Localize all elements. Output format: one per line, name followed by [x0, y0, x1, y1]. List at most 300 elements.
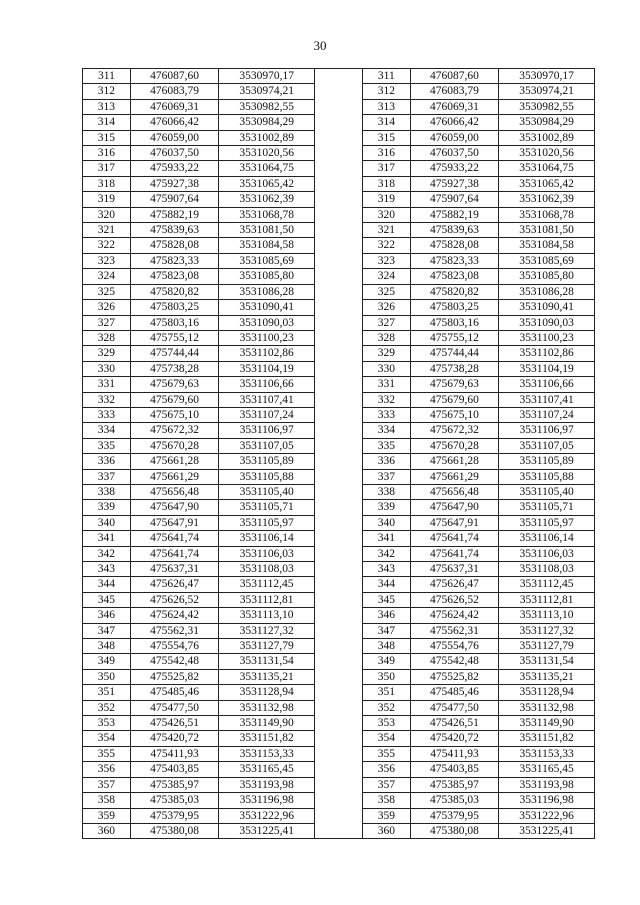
right-x-coordinate-cell: 475679,63	[410, 377, 498, 392]
right-point-number-cell: 314	[362, 115, 410, 130]
left-point-number-cell: 338	[83, 484, 131, 499]
right-point-number-cell: 339	[362, 500, 410, 515]
left-y-coordinate-cell: 3531131,54	[219, 654, 315, 669]
table-row	[83, 515, 595, 530]
left-x-coordinate-cell: 475738,28	[130, 361, 218, 376]
right-y-coordinate-cell: 3531107,41	[499, 392, 595, 407]
right-x-coordinate-cell: 475823,33	[410, 253, 498, 268]
right-y-coordinate-cell: 3531113,10	[499, 608, 595, 623]
column-gap	[315, 238, 363, 253]
column-gap	[315, 469, 363, 484]
column-gap	[315, 669, 363, 684]
table-row	[83, 639, 595, 654]
table-row	[83, 423, 595, 438]
left-point-number-cell: 336	[83, 454, 131, 469]
column-gap	[315, 223, 363, 238]
table-row	[83, 84, 595, 99]
column-gap	[315, 146, 363, 161]
left-y-coordinate-cell: 3531151,82	[219, 731, 315, 746]
table-row	[83, 392, 595, 407]
column-gap	[315, 315, 363, 330]
left-y-coordinate-cell: 3531225,41	[219, 823, 315, 838]
right-point-number-cell: 343	[362, 562, 410, 577]
right-x-coordinate-cell: 475675,10	[410, 407, 498, 422]
right-point-number-cell: 326	[362, 300, 410, 315]
column-gap	[315, 330, 363, 345]
right-x-coordinate-cell: 475828,08	[410, 238, 498, 253]
right-y-coordinate-cell: 3530984,29	[499, 115, 595, 130]
left-point-number-cell: 325	[83, 284, 131, 299]
left-y-coordinate-cell: 3531222,96	[219, 808, 315, 823]
left-point-number-cell: 342	[83, 546, 131, 561]
left-y-coordinate-cell: 3530974,21	[219, 84, 315, 99]
right-x-coordinate-cell: 476066,42	[410, 115, 498, 130]
left-y-coordinate-cell: 3531102,86	[219, 346, 315, 361]
left-x-coordinate-cell: 475403,85	[130, 762, 218, 777]
right-x-coordinate-cell: 475562,31	[410, 623, 498, 638]
right-x-coordinate-cell: 475679,60	[410, 392, 498, 407]
left-y-coordinate-cell: 3530982,55	[219, 99, 315, 114]
left-point-number-cell: 340	[83, 515, 131, 530]
left-x-coordinate-cell: 475641,74	[130, 531, 218, 546]
right-point-number-cell: 312	[362, 84, 410, 99]
page-number: 30	[313, 38, 327, 53]
left-x-coordinate-cell: 476087,60	[130, 69, 218, 84]
table-row	[83, 685, 595, 700]
right-y-coordinate-cell: 3531106,66	[499, 377, 595, 392]
left-y-coordinate-cell: 3531105,88	[219, 469, 315, 484]
left-x-coordinate-cell: 475379,95	[130, 808, 218, 823]
right-point-number-cell: 349	[362, 654, 410, 669]
right-x-coordinate-cell: 475744,44	[410, 346, 498, 361]
right-y-coordinate-cell: 3531102,86	[499, 346, 595, 361]
column-gap	[315, 207, 363, 222]
column-gap	[315, 531, 363, 546]
right-x-coordinate-cell: 475641,74	[410, 546, 498, 561]
left-x-coordinate-cell: 475562,31	[130, 623, 218, 638]
left-y-coordinate-cell: 3531090,03	[219, 315, 315, 330]
table-row	[83, 330, 595, 345]
right-x-coordinate-cell: 476037,50	[410, 146, 498, 161]
table-row	[83, 269, 595, 284]
left-point-number-cell: 358	[83, 793, 131, 808]
right-y-coordinate-cell: 3531151,82	[499, 731, 595, 746]
left-point-number-cell: 326	[83, 300, 131, 315]
left-y-coordinate-cell: 3531086,28	[219, 284, 315, 299]
right-point-number-cell: 320	[362, 207, 410, 222]
left-point-number-cell: 350	[83, 669, 131, 684]
table-row	[83, 823, 595, 838]
left-point-number-cell: 349	[83, 654, 131, 669]
left-x-coordinate-cell: 475755,12	[130, 330, 218, 345]
right-y-coordinate-cell: 3531105,88	[499, 469, 595, 484]
right-x-coordinate-cell: 475626,47	[410, 577, 498, 592]
left-x-coordinate-cell: 475380,08	[130, 823, 218, 838]
right-point-number-cell: 322	[362, 238, 410, 253]
right-x-coordinate-cell: 475803,25	[410, 300, 498, 315]
right-x-coordinate-cell: 475624,42	[410, 608, 498, 623]
left-x-coordinate-cell: 475637,31	[130, 562, 218, 577]
left-x-coordinate-cell: 475882,19	[130, 207, 218, 222]
right-point-number-cell: 325	[362, 284, 410, 299]
left-x-coordinate-cell: 476083,79	[130, 84, 218, 99]
left-y-coordinate-cell: 3530984,29	[219, 115, 315, 130]
right-y-coordinate-cell: 3531127,79	[499, 639, 595, 654]
left-point-number-cell: 327	[83, 315, 131, 330]
right-x-coordinate-cell: 475426,51	[410, 716, 498, 731]
left-x-coordinate-cell: 475744,44	[130, 346, 218, 361]
table-row	[83, 69, 595, 84]
right-x-coordinate-cell: 475385,97	[410, 777, 498, 792]
left-y-coordinate-cell: 3531068,78	[219, 207, 315, 222]
left-x-coordinate-cell: 475554,76	[130, 639, 218, 654]
right-point-number-cell: 351	[362, 685, 410, 700]
left-point-number-cell: 321	[83, 223, 131, 238]
left-x-coordinate-cell: 475420,72	[130, 731, 218, 746]
column-gap	[315, 762, 363, 777]
right-x-coordinate-cell: 475820,82	[410, 284, 498, 299]
column-gap	[315, 84, 363, 99]
left-point-number-cell: 324	[83, 269, 131, 284]
right-y-coordinate-cell: 3530970,17	[499, 69, 595, 84]
left-y-coordinate-cell: 3531113,10	[219, 608, 315, 623]
left-point-number-cell: 344	[83, 577, 131, 592]
left-y-coordinate-cell: 3531065,42	[219, 176, 315, 191]
right-y-coordinate-cell: 3531105,89	[499, 454, 595, 469]
right-x-coordinate-cell: 476069,31	[410, 99, 498, 114]
right-point-number-cell: 360	[362, 823, 410, 838]
right-point-number-cell: 359	[362, 808, 410, 823]
right-y-coordinate-cell: 3531106,97	[499, 423, 595, 438]
column-gap	[315, 377, 363, 392]
right-y-coordinate-cell: 3531127,32	[499, 623, 595, 638]
table-row	[83, 762, 595, 777]
right-y-coordinate-cell: 3531135,21	[499, 669, 595, 684]
column-gap	[315, 253, 363, 268]
right-y-coordinate-cell: 3531132,98	[499, 700, 595, 715]
left-point-number-cell: 360	[83, 823, 131, 838]
table-row	[83, 438, 595, 453]
right-y-coordinate-cell: 3531062,39	[499, 192, 595, 207]
left-point-number-cell: 355	[83, 746, 131, 761]
column-gap	[315, 500, 363, 515]
left-point-number-cell: 332	[83, 392, 131, 407]
left-point-number-cell: 353	[83, 716, 131, 731]
column-gap	[315, 361, 363, 376]
right-point-number-cell: 345	[362, 592, 410, 607]
left-point-number-cell: 356	[83, 762, 131, 777]
table-row	[83, 777, 595, 792]
column-gap	[315, 300, 363, 315]
column-gap	[315, 192, 363, 207]
left-x-coordinate-cell: 476059,00	[130, 130, 218, 145]
right-point-number-cell: 323	[362, 253, 410, 268]
table-row	[83, 546, 595, 561]
left-x-coordinate-cell: 476066,42	[130, 115, 218, 130]
left-point-number-cell: 343	[83, 562, 131, 577]
right-x-coordinate-cell: 475647,91	[410, 515, 498, 530]
left-y-coordinate-cell: 3531127,79	[219, 639, 315, 654]
table-row	[83, 315, 595, 330]
left-point-number-cell: 334	[83, 423, 131, 438]
table-row	[83, 500, 595, 515]
table-row	[83, 793, 595, 808]
right-x-coordinate-cell: 475477,50	[410, 700, 498, 715]
left-x-coordinate-cell: 475385,03	[130, 793, 218, 808]
left-point-number-cell: 330	[83, 361, 131, 376]
right-point-number-cell: 332	[362, 392, 410, 407]
table-row	[83, 377, 595, 392]
left-x-coordinate-cell: 475679,63	[130, 377, 218, 392]
table-row	[83, 731, 595, 746]
left-y-coordinate-cell: 3531020,56	[219, 146, 315, 161]
right-point-number-cell: 317	[362, 161, 410, 176]
left-y-coordinate-cell: 3531062,39	[219, 192, 315, 207]
left-x-coordinate-cell: 475927,38	[130, 176, 218, 191]
left-x-coordinate-cell: 475385,97	[130, 777, 218, 792]
left-x-coordinate-cell: 475679,60	[130, 392, 218, 407]
left-y-coordinate-cell: 3531064,75	[219, 161, 315, 176]
column-gap	[315, 716, 363, 731]
left-x-coordinate-cell: 475839,63	[130, 223, 218, 238]
left-y-coordinate-cell: 3531127,32	[219, 623, 315, 638]
right-x-coordinate-cell: 475641,74	[410, 531, 498, 546]
left-x-coordinate-cell: 475675,10	[130, 407, 218, 422]
left-y-coordinate-cell: 3531112,45	[219, 577, 315, 592]
right-x-coordinate-cell: 475661,29	[410, 469, 498, 484]
column-gap	[315, 438, 363, 453]
left-x-coordinate-cell: 475426,51	[130, 716, 218, 731]
left-point-number-cell: 317	[83, 161, 131, 176]
right-x-coordinate-cell: 475738,28	[410, 361, 498, 376]
column-gap	[315, 608, 363, 623]
right-x-coordinate-cell: 476059,00	[410, 130, 498, 145]
right-x-coordinate-cell: 475907,64	[410, 192, 498, 207]
left-point-number-cell: 335	[83, 438, 131, 453]
right-y-coordinate-cell: 3530982,55	[499, 99, 595, 114]
right-y-coordinate-cell: 3531090,03	[499, 315, 595, 330]
right-point-number-cell: 353	[362, 716, 410, 731]
left-y-coordinate-cell: 3531153,33	[219, 746, 315, 761]
left-y-coordinate-cell: 3531108,03	[219, 562, 315, 577]
column-gap	[315, 284, 363, 299]
right-point-number-cell: 357	[362, 777, 410, 792]
left-point-number-cell: 323	[83, 253, 131, 268]
right-point-number-cell: 311	[362, 69, 410, 84]
right-x-coordinate-cell: 476083,79	[410, 84, 498, 99]
column-gap	[315, 562, 363, 577]
right-point-number-cell: 318	[362, 176, 410, 191]
left-point-number-cell: 351	[83, 685, 131, 700]
right-y-coordinate-cell: 3531105,97	[499, 515, 595, 530]
left-point-number-cell: 318	[83, 176, 131, 191]
right-point-number-cell: 352	[362, 700, 410, 715]
right-point-number-cell: 342	[362, 546, 410, 561]
left-y-coordinate-cell: 3531090,41	[219, 300, 315, 315]
right-point-number-cell: 316	[362, 146, 410, 161]
left-point-number-cell: 320	[83, 207, 131, 222]
column-gap	[315, 546, 363, 561]
right-x-coordinate-cell: 475379,95	[410, 808, 498, 823]
left-point-number-cell: 341	[83, 531, 131, 546]
left-y-coordinate-cell: 3531085,69	[219, 253, 315, 268]
right-point-number-cell: 328	[362, 330, 410, 345]
right-point-number-cell: 354	[362, 731, 410, 746]
right-x-coordinate-cell: 475420,72	[410, 731, 498, 746]
right-point-number-cell: 333	[362, 407, 410, 422]
left-x-coordinate-cell: 475670,28	[130, 438, 218, 453]
column-gap	[315, 515, 363, 530]
left-x-coordinate-cell: 475661,28	[130, 454, 218, 469]
right-y-coordinate-cell: 3531222,96	[499, 808, 595, 823]
left-y-coordinate-cell: 3531105,71	[219, 500, 315, 515]
right-point-number-cell: 341	[362, 531, 410, 546]
column-gap	[315, 269, 363, 284]
left-x-coordinate-cell: 475828,08	[130, 238, 218, 253]
right-x-coordinate-cell: 475927,38	[410, 176, 498, 191]
left-point-number-cell: 347	[83, 623, 131, 638]
table-row	[83, 192, 595, 207]
table-row	[83, 253, 595, 268]
left-y-coordinate-cell: 3531085,80	[219, 269, 315, 284]
right-x-coordinate-cell: 476087,60	[410, 69, 498, 84]
left-x-coordinate-cell: 476069,31	[130, 99, 218, 114]
table-row	[83, 284, 595, 299]
left-y-coordinate-cell: 3531104,19	[219, 361, 315, 376]
right-x-coordinate-cell: 475485,46	[410, 685, 498, 700]
table-row	[83, 746, 595, 761]
right-x-coordinate-cell: 475380,08	[410, 823, 498, 838]
table-row	[83, 669, 595, 684]
left-x-coordinate-cell: 475647,91	[130, 515, 218, 530]
left-point-number-cell: 352	[83, 700, 131, 715]
right-point-number-cell: 330	[362, 361, 410, 376]
table-row	[83, 361, 595, 376]
left-point-number-cell: 311	[83, 69, 131, 84]
left-y-coordinate-cell: 3531132,98	[219, 700, 315, 715]
table-row	[83, 454, 595, 469]
table-row	[83, 562, 595, 577]
right-x-coordinate-cell: 475542,48	[410, 654, 498, 669]
right-point-number-cell: 346	[362, 608, 410, 623]
right-point-number-cell: 340	[362, 515, 410, 530]
right-point-number-cell: 338	[362, 484, 410, 499]
right-y-coordinate-cell: 3531086,28	[499, 284, 595, 299]
left-y-coordinate-cell: 3531084,58	[219, 238, 315, 253]
right-y-coordinate-cell: 3531106,14	[499, 531, 595, 546]
right-point-number-cell: 358	[362, 793, 410, 808]
left-y-coordinate-cell: 3531106,97	[219, 423, 315, 438]
right-point-number-cell: 336	[362, 454, 410, 469]
left-point-number-cell: 322	[83, 238, 131, 253]
table-row	[83, 808, 595, 823]
table-row	[83, 608, 595, 623]
column-gap	[315, 592, 363, 607]
column-gap	[315, 746, 363, 761]
table-row	[83, 176, 595, 191]
left-x-coordinate-cell: 475477,50	[130, 700, 218, 715]
column-gap	[315, 777, 363, 792]
left-point-number-cell: 333	[83, 407, 131, 422]
right-point-number-cell: 319	[362, 192, 410, 207]
coordinates-table	[82, 68, 595, 839]
column-gap	[315, 115, 363, 130]
right-point-number-cell: 337	[362, 469, 410, 484]
right-x-coordinate-cell: 475637,31	[410, 562, 498, 577]
right-point-number-cell: 348	[362, 639, 410, 654]
table-row	[83, 654, 595, 669]
right-point-number-cell: 327	[362, 315, 410, 330]
right-y-coordinate-cell: 3531128,94	[499, 685, 595, 700]
right-y-coordinate-cell: 3531108,03	[499, 562, 595, 577]
left-y-coordinate-cell: 3531105,97	[219, 515, 315, 530]
right-y-coordinate-cell: 3531002,89	[499, 130, 595, 145]
left-point-number-cell: 315	[83, 130, 131, 145]
right-point-number-cell: 313	[362, 99, 410, 114]
left-point-number-cell: 346	[83, 608, 131, 623]
left-y-coordinate-cell: 3531105,40	[219, 484, 315, 499]
table-row	[83, 346, 595, 361]
column-gap	[315, 577, 363, 592]
left-y-coordinate-cell: 3531081,50	[219, 223, 315, 238]
right-x-coordinate-cell: 475755,12	[410, 330, 498, 345]
right-point-number-cell: 324	[362, 269, 410, 284]
right-y-coordinate-cell: 3531153,33	[499, 746, 595, 761]
left-x-coordinate-cell: 476037,50	[130, 146, 218, 161]
table-row	[83, 238, 595, 253]
table-row	[83, 700, 595, 715]
right-y-coordinate-cell: 3531193,98	[499, 777, 595, 792]
left-point-number-cell: 345	[83, 592, 131, 607]
left-y-coordinate-cell: 3531196,98	[219, 793, 315, 808]
left-y-coordinate-cell: 3531135,21	[219, 669, 315, 684]
left-x-coordinate-cell: 475542,48	[130, 654, 218, 669]
table-row	[83, 146, 595, 161]
table-row	[83, 592, 595, 607]
left-x-coordinate-cell: 475525,82	[130, 669, 218, 684]
left-point-number-cell: 357	[83, 777, 131, 792]
column-gap	[315, 639, 363, 654]
column-gap	[315, 161, 363, 176]
left-x-coordinate-cell: 475803,25	[130, 300, 218, 315]
left-y-coordinate-cell: 3531105,89	[219, 454, 315, 469]
column-gap	[315, 176, 363, 191]
table-row	[83, 130, 595, 145]
left-point-number-cell: 359	[83, 808, 131, 823]
right-y-coordinate-cell: 3531065,42	[499, 176, 595, 191]
left-y-coordinate-cell: 3531107,05	[219, 438, 315, 453]
column-gap	[315, 484, 363, 499]
left-x-coordinate-cell: 475661,29	[130, 469, 218, 484]
column-gap	[315, 423, 363, 438]
right-x-coordinate-cell: 475882,19	[410, 207, 498, 222]
right-point-number-cell: 355	[362, 746, 410, 761]
right-y-coordinate-cell: 3531196,98	[499, 793, 595, 808]
right-point-number-cell: 356	[362, 762, 410, 777]
right-y-coordinate-cell: 3531104,19	[499, 361, 595, 376]
left-point-number-cell: 313	[83, 99, 131, 114]
table-row	[83, 223, 595, 238]
left-x-coordinate-cell: 475823,33	[130, 253, 218, 268]
left-x-coordinate-cell: 475411,93	[130, 746, 218, 761]
right-point-number-cell: 315	[362, 130, 410, 145]
left-x-coordinate-cell: 475626,52	[130, 592, 218, 607]
right-point-number-cell: 347	[362, 623, 410, 638]
left-y-coordinate-cell: 3531107,24	[219, 407, 315, 422]
right-y-coordinate-cell: 3531105,40	[499, 484, 595, 499]
left-x-coordinate-cell: 475647,90	[130, 500, 218, 515]
right-y-coordinate-cell: 3531020,56	[499, 146, 595, 161]
